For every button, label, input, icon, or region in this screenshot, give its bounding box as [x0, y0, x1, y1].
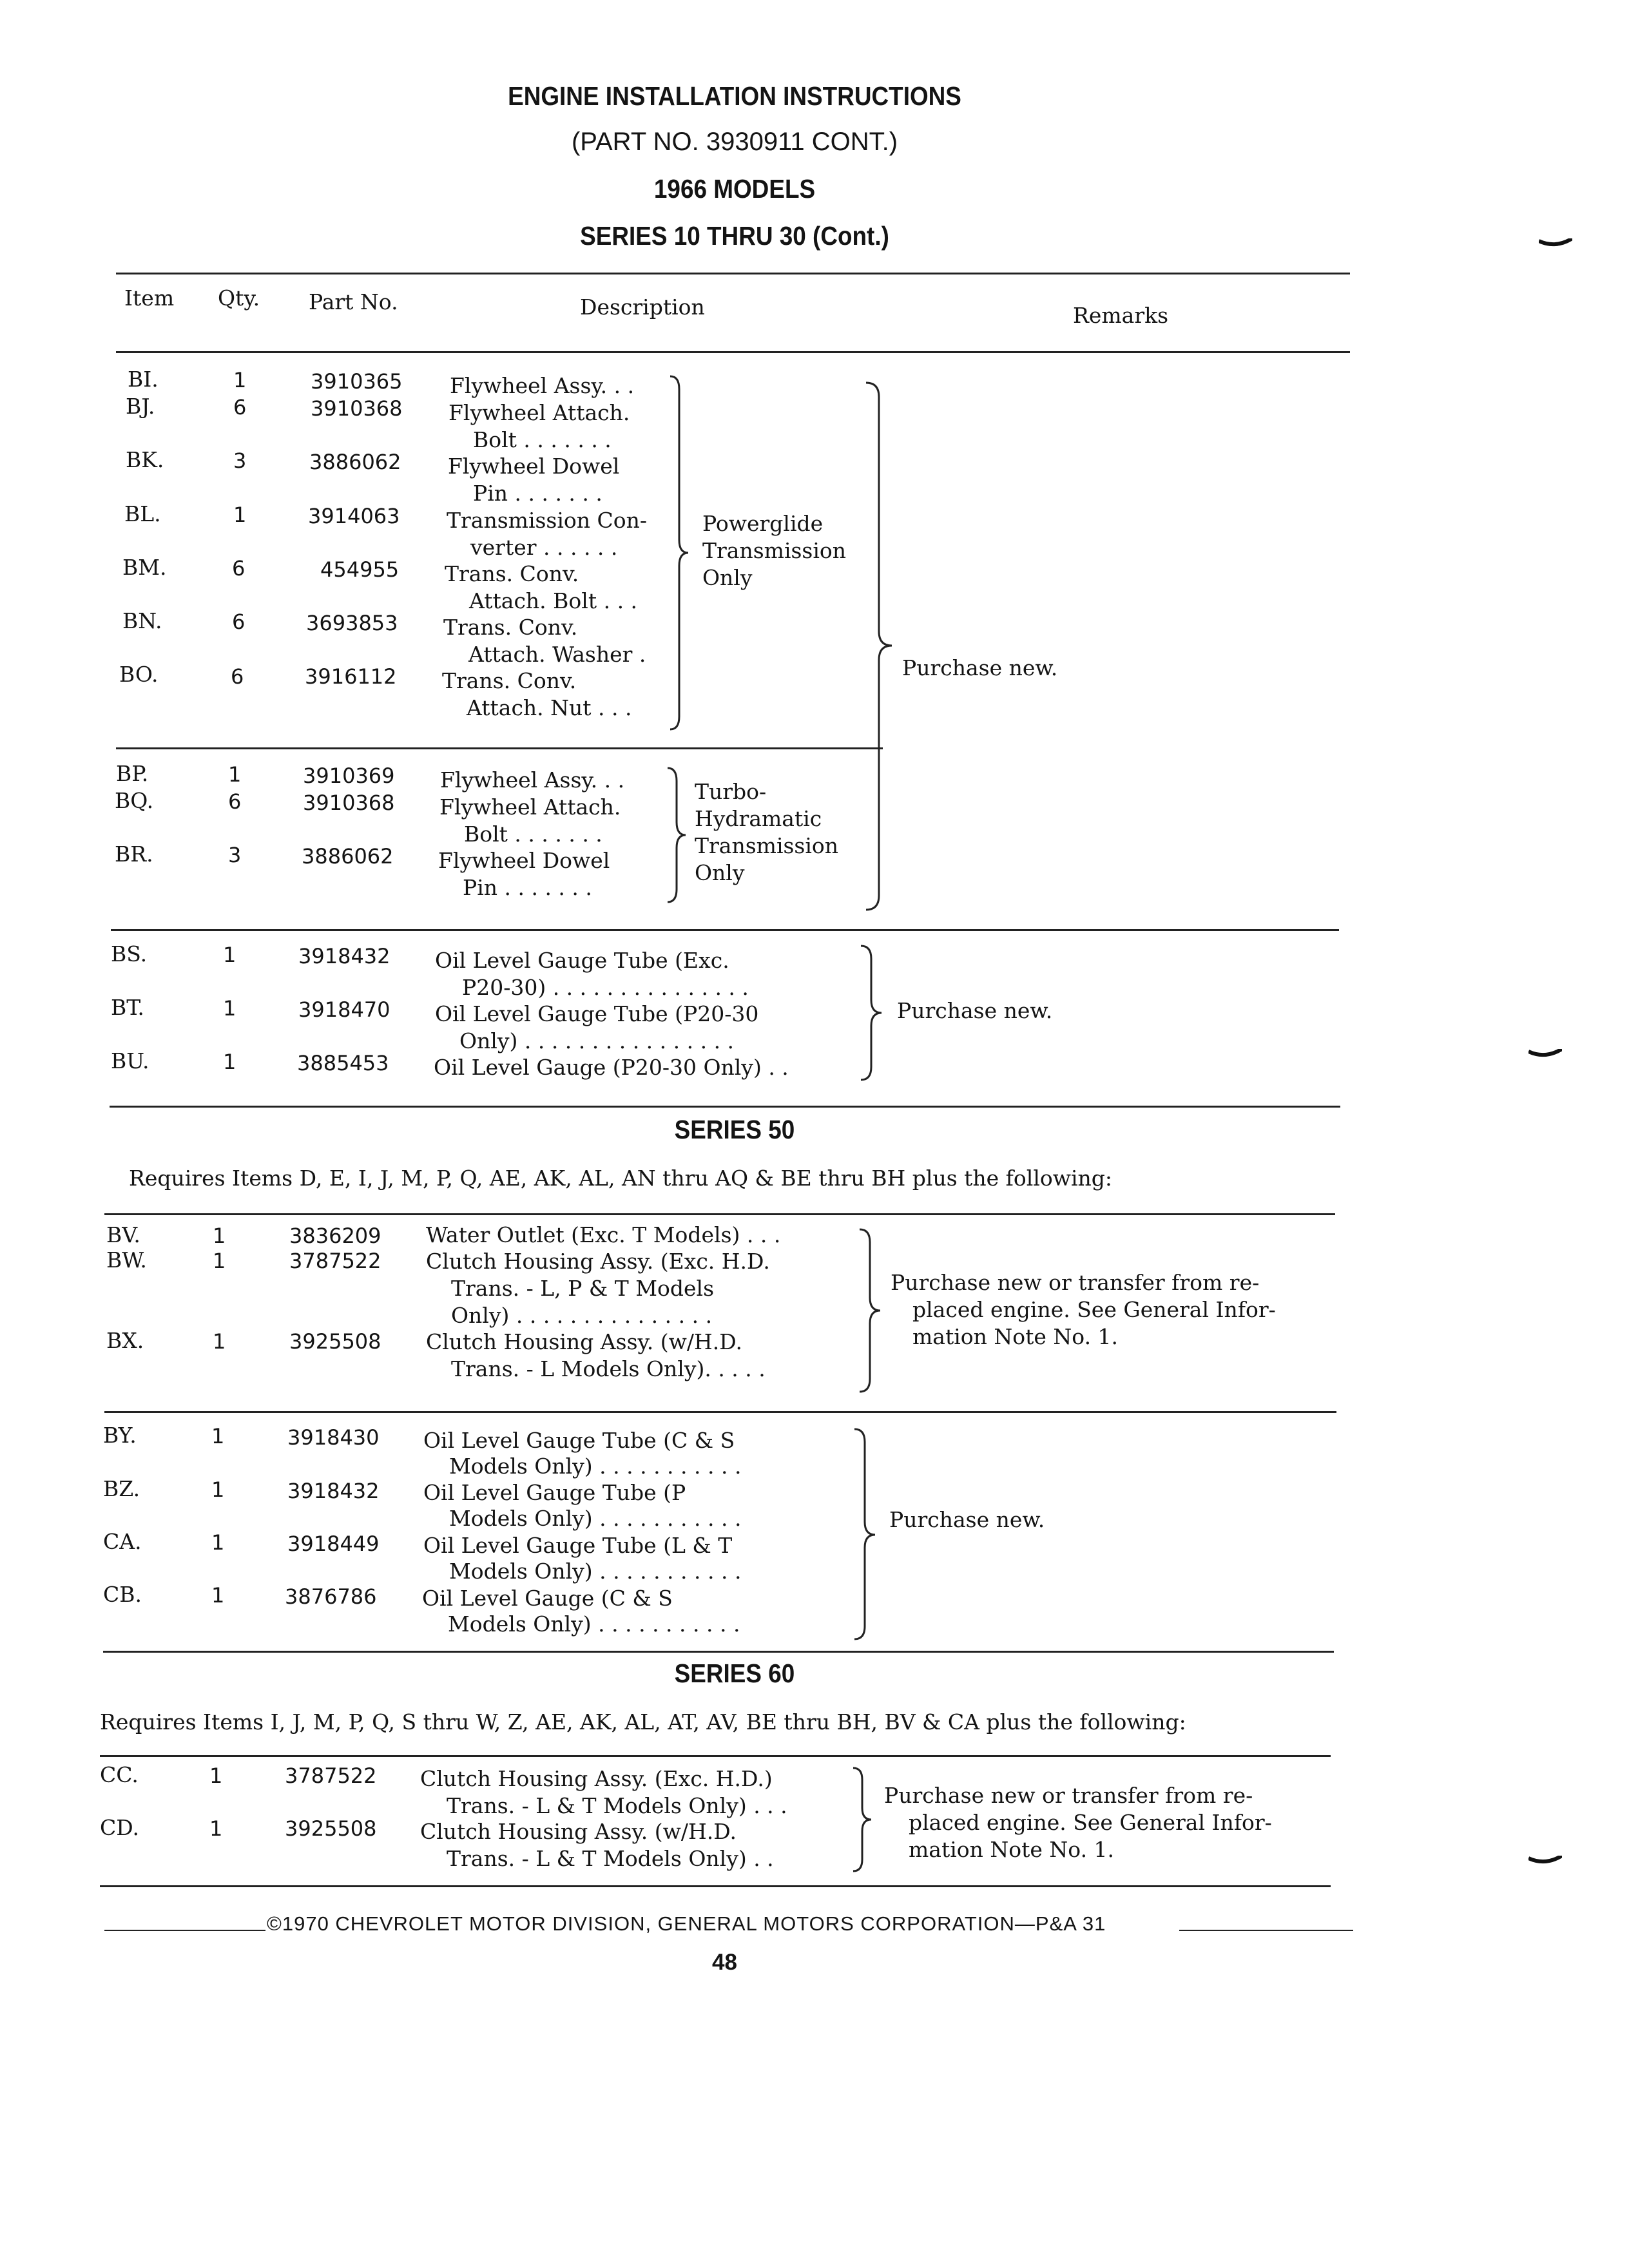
- part-number: 3886062: [302, 844, 394, 869]
- qty-value: 1: [223, 943, 236, 967]
- remark-line: Purchase new or transfer from re-: [891, 1270, 1260, 1295]
- purchase-new-brace: [858, 943, 897, 1084]
- qty-value: 1: [213, 1249, 226, 1273]
- models-heading: 1966 MODELS: [653, 174, 816, 204]
- item-code: CA.: [103, 1529, 142, 1554]
- description-line: Transmission Con-: [447, 508, 648, 533]
- header-top-rule: [116, 273, 1350, 274]
- item-code: BL.: [124, 501, 161, 526]
- description-line: Bolt . . . . . . .: [473, 427, 612, 452]
- remark-line: placed engine. See General Infor-: [912, 1297, 1276, 1322]
- description-line: Oil Level Gauge Tube (Exc.: [435, 948, 729, 973]
- group-divider-rule: [111, 929, 1339, 931]
- part-number: 3910368: [303, 791, 395, 815]
- column-header-part: Part No.: [309, 289, 398, 314]
- part-number: 454955: [320, 557, 400, 582]
- item-code: BT.: [111, 995, 144, 1020]
- description-line: Pin . . . . . . .: [473, 481, 602, 506]
- item-code: BI.: [128, 367, 159, 392]
- item-code: BS.: [111, 941, 148, 966]
- section-rule: [104, 1213, 1335, 1215]
- qty-value: 1: [223, 1050, 236, 1074]
- description-line: Flywheel Dowel: [438, 848, 610, 873]
- description-line: Water Outlet (Exc. T Models) . . .: [426, 1222, 781, 1247]
- part-number: 3916112: [305, 664, 397, 689]
- remark-line: Purchase new or transfer from re-: [884, 1783, 1253, 1808]
- qty-value: 6: [231, 664, 244, 689]
- part-number: 3787522: [285, 1763, 377, 1788]
- description-line: Flywheel Attach.: [439, 794, 621, 820]
- description-line: Trans. Conv.: [442, 668, 577, 693]
- item-code: BZ.: [103, 1476, 140, 1501]
- column-header-remarks: Remarks: [1073, 303, 1169, 328]
- part-number: 3910368: [311, 396, 403, 421]
- description-line: Flywheel Assy. . .: [440, 767, 625, 793]
- part-number: 3918470: [298, 997, 390, 1022]
- series-60-heading: SERIES 60: [674, 1658, 795, 1688]
- item-code: CC.: [100, 1762, 139, 1787]
- description-line: Trans. - L & T Models Only) . . .: [447, 1793, 787, 1818]
- description-line: Trans. - L Models Only). . . . .: [451, 1356, 766, 1381]
- qty-value: 1: [228, 762, 242, 787]
- qty-value: 6: [228, 789, 242, 814]
- group-divider-rule: [104, 1411, 1336, 1413]
- section-rule: [110, 1106, 1340, 1108]
- footer-rule-left: [104, 1930, 265, 1931]
- series-60-requirements: Requires Items I, J, M, P, Q, S thru W, Z, AE, AK, AL, AT, AV, BE thru BH, BV & CA plus the following:: [100, 1709, 1186, 1735]
- description-line: Attach. Bolt . . .: [469, 588, 638, 613]
- item-code: BO.: [119, 662, 159, 687]
- part-number: 3885453: [297, 1051, 389, 1075]
- description-line: Oil Level Gauge Tube (P: [423, 1480, 686, 1505]
- description-line: Trans. - L & T Models Only) . .: [447, 1846, 774, 1871]
- margin-tick-mark: [1528, 1049, 1562, 1061]
- remark-line: mation Note No. 1.: [912, 1324, 1119, 1349]
- group-note-line: Turbo-: [695, 779, 767, 804]
- group-note-line: Only: [702, 565, 753, 590]
- item-code: CB.: [103, 1582, 142, 1607]
- qty-value: 1: [211, 1477, 225, 1502]
- part-number: 3918449: [287, 1532, 380, 1556]
- remark-text: Purchase new.: [897, 998, 1053, 1023]
- item-code: CD.: [100, 1815, 140, 1840]
- item-code: BX.: [106, 1328, 144, 1353]
- section-rule: [103, 1651, 1334, 1653]
- part-number: 3914063: [308, 504, 400, 528]
- turbo-hydramatic-brace: [666, 765, 692, 906]
- purchase-or-transfer-brace: [851, 1765, 883, 1876]
- part-number: 3918432: [298, 944, 390, 968]
- description-line: Bolt . . . . . . .: [464, 822, 602, 847]
- qty-value: 6: [233, 395, 247, 419]
- part-number: 3918430: [287, 1425, 380, 1450]
- part-number-heading: (PART NO. 3930911 CONT.): [571, 128, 898, 156]
- description-line: Attach. Nut . . .: [467, 695, 632, 720]
- remark-line: placed engine. See General Infor-: [909, 1810, 1272, 1835]
- description-line: verter . . . . . .: [470, 535, 618, 560]
- part-number: 3876786: [285, 1584, 377, 1609]
- description-line: Trans. - L, P & T Models: [451, 1276, 715, 1301]
- purchase-new-brace: [863, 380, 902, 915]
- item-code: BN.: [122, 608, 162, 633]
- part-number: 3925508: [289, 1329, 381, 1354]
- qty-value: 1: [211, 1583, 225, 1608]
- description-line: Clutch Housing Assy. (Exc. H.D.: [426, 1249, 770, 1274]
- item-code: BW.: [106, 1247, 147, 1273]
- item-code: BJ.: [126, 394, 155, 419]
- qty-value: 1: [223, 996, 236, 1021]
- remark-text: Purchase new.: [902, 655, 1058, 680]
- item-code: BY.: [103, 1423, 137, 1448]
- item-code: BR.: [115, 841, 153, 867]
- purchase-or-transfer-brace: [857, 1227, 889, 1396]
- description-line: Flywheel Assy. . .: [450, 373, 635, 398]
- part-number: 3925508: [285, 1816, 377, 1841]
- document-title: ENGINE INSTALLATION INSTRUCTIONS: [508, 81, 961, 111]
- part-number: 3910365: [311, 369, 403, 394]
- description-line: Oil Level Gauge Tube (C & S: [423, 1428, 735, 1453]
- section-rule: [100, 1755, 1331, 1757]
- description-line: Models Only) . . . . . . . . . . .: [449, 1506, 742, 1531]
- remark-text: Purchase new.: [889, 1507, 1045, 1532]
- part-number: 3787522: [289, 1249, 381, 1273]
- part-number: 3693853: [306, 611, 398, 635]
- item-code: BV.: [106, 1222, 140, 1247]
- item-code: BK.: [126, 447, 164, 472]
- group-divider-rule: [116, 747, 883, 749]
- qty-value: 1: [213, 1329, 226, 1354]
- qty-value: 1: [211, 1530, 225, 1555]
- remark-line: mation Note No. 1.: [909, 1837, 1115, 1862]
- group-note-line: Only: [695, 860, 745, 885]
- description-line: Models Only) . . . . . . . . . . .: [449, 1454, 742, 1479]
- qty-value: 3: [233, 448, 247, 473]
- description-line: Clutch Housing Assy. (w/H.D.: [426, 1329, 743, 1354]
- description-line: Trans. Conv.: [445, 561, 579, 586]
- part-number: 3910369: [303, 764, 395, 788]
- item-code: BU.: [111, 1048, 149, 1073]
- header-bottom-rule: [116, 351, 1350, 353]
- description-line: Flywheel Attach.: [448, 400, 630, 425]
- copyright-notice: ©1970 CHEVROLET MOTOR DIVISION, GENERAL MOTORS CORPORATION—P&A 31: [267, 1912, 1106, 1935]
- qty-value: 1: [211, 1424, 225, 1448]
- qty-value: 1: [233, 368, 247, 392]
- description-line: Models Only) . . . . . . . . . . .: [448, 1611, 740, 1637]
- column-header-item: Item: [124, 285, 175, 311]
- description-line: Models Only) . . . . . . . . . . .: [449, 1559, 742, 1584]
- page-number: 48: [712, 1950, 737, 1975]
- description-line: P20-30) . . . . . . . . . . . . . . .: [462, 975, 749, 1000]
- description-line: Trans. Conv.: [443, 615, 578, 640]
- column-header-qty: Qty.: [218, 285, 260, 311]
- qty-value: 6: [232, 610, 246, 634]
- qty-value: 1: [233, 503, 247, 527]
- description-line: Flywheel Dowel: [448, 454, 620, 479]
- series-50-requirements: Requires Items D, E, I, J, M, P, Q, AE, AK, AL, AN thru AQ & BE thru BH plus the following:: [129, 1166, 1113, 1191]
- group-note-line: Hydramatic: [695, 806, 822, 831]
- column-header-description: Description: [580, 294, 705, 320]
- qty-value: 1: [209, 1816, 223, 1841]
- part-number: 3836209: [289, 1224, 381, 1248]
- qty-value: 6: [232, 556, 246, 581]
- qty-value: 1: [209, 1763, 223, 1788]
- item-code: BM.: [122, 555, 167, 580]
- item-code: BQ.: [115, 788, 154, 813]
- series-heading: SERIES 10 THRU 30 (Cont.): [580, 221, 889, 251]
- group-note-line: Transmission: [702, 538, 847, 563]
- footer-rule-right: [1179, 1930, 1353, 1931]
- description-line: Oil Level Gauge (P20-30 Only) . .: [434, 1055, 789, 1080]
- purchase-new-brace: [852, 1427, 884, 1643]
- description-line: Clutch Housing Assy. (Exc. H.D.): [420, 1766, 773, 1791]
- margin-tick-mark: [1539, 238, 1572, 250]
- part-number: 3886062: [309, 450, 401, 474]
- group-note-line: Transmission: [695, 833, 839, 858]
- description-line: Only) . . . . . . . . . . . . . . . .: [459, 1028, 735, 1053]
- qty-value: 3: [228, 843, 242, 867]
- powerglide-brace: [669, 374, 695, 735]
- section-rule: [100, 1885, 1331, 1887]
- description-line: Pin . . . . . . .: [463, 875, 592, 900]
- margin-tick-mark: [1528, 1856, 1562, 1867]
- group-note-line: Powerglide: [702, 511, 824, 536]
- description-line: Oil Level Gauge Tube (P20-30: [435, 1001, 759, 1026]
- qty-value: 1: [213, 1224, 226, 1248]
- series-50-heading: SERIES 50: [674, 1115, 795, 1144]
- description-line: Clutch Housing Assy. (w/H.D.: [420, 1819, 737, 1844]
- description-line: Only) . . . . . . . . . . . . . . .: [451, 1303, 713, 1328]
- part-number: 3918432: [287, 1479, 380, 1503]
- description-line: Oil Level Gauge (C & S: [422, 1586, 673, 1611]
- item-code: BP.: [116, 761, 149, 786]
- description-line: Oil Level Gauge Tube (L & T: [423, 1533, 733, 1558]
- description-line: Attach. Washer .: [468, 642, 646, 667]
